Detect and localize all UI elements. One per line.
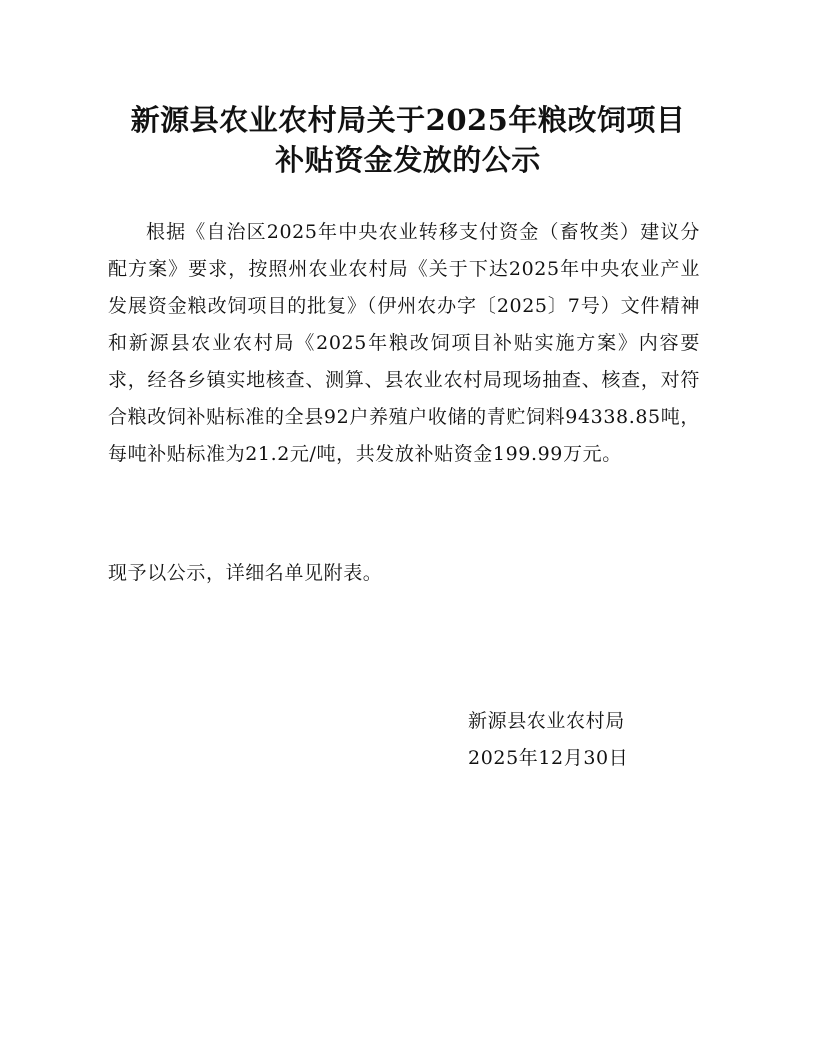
announcement-paragraph: 根据《自治区2025年中央农业转移支付资金（畜牧类）建议分配方案》要求，按照州农业农村局《关于下达2025年中央农业产业发展资金粮改饲项目的批复》（伊州农办字〔2025〕7号）文件精神和新源县农业农村局《2025年粮改饲项目补贴实施方案》内容要求，经各乡镇实地核查、测算、县农业农村局现场抽查、核查，对符合粮改饲补贴标准的全县92户养殖户收储的青贮饲料94338.85吨，每吨补贴标准为21.2元/吨，共发放补贴资金199.99万元。: [108, 221, 700, 465]
document-title-line-2: 补贴资金发放的公示: [275, 143, 541, 177]
document-title-line-1: 新源县农业农村局关于2025年粮改饲项目: [130, 103, 686, 137]
document-body: [108, 214, 700, 473]
signature-date: 2025年12月30日: [468, 747, 629, 769]
signature-organization: 新源县农业农村局: [468, 710, 625, 732]
notice-paragraph: 现予以公示，详细名单见附表。: [108, 562, 383, 584]
